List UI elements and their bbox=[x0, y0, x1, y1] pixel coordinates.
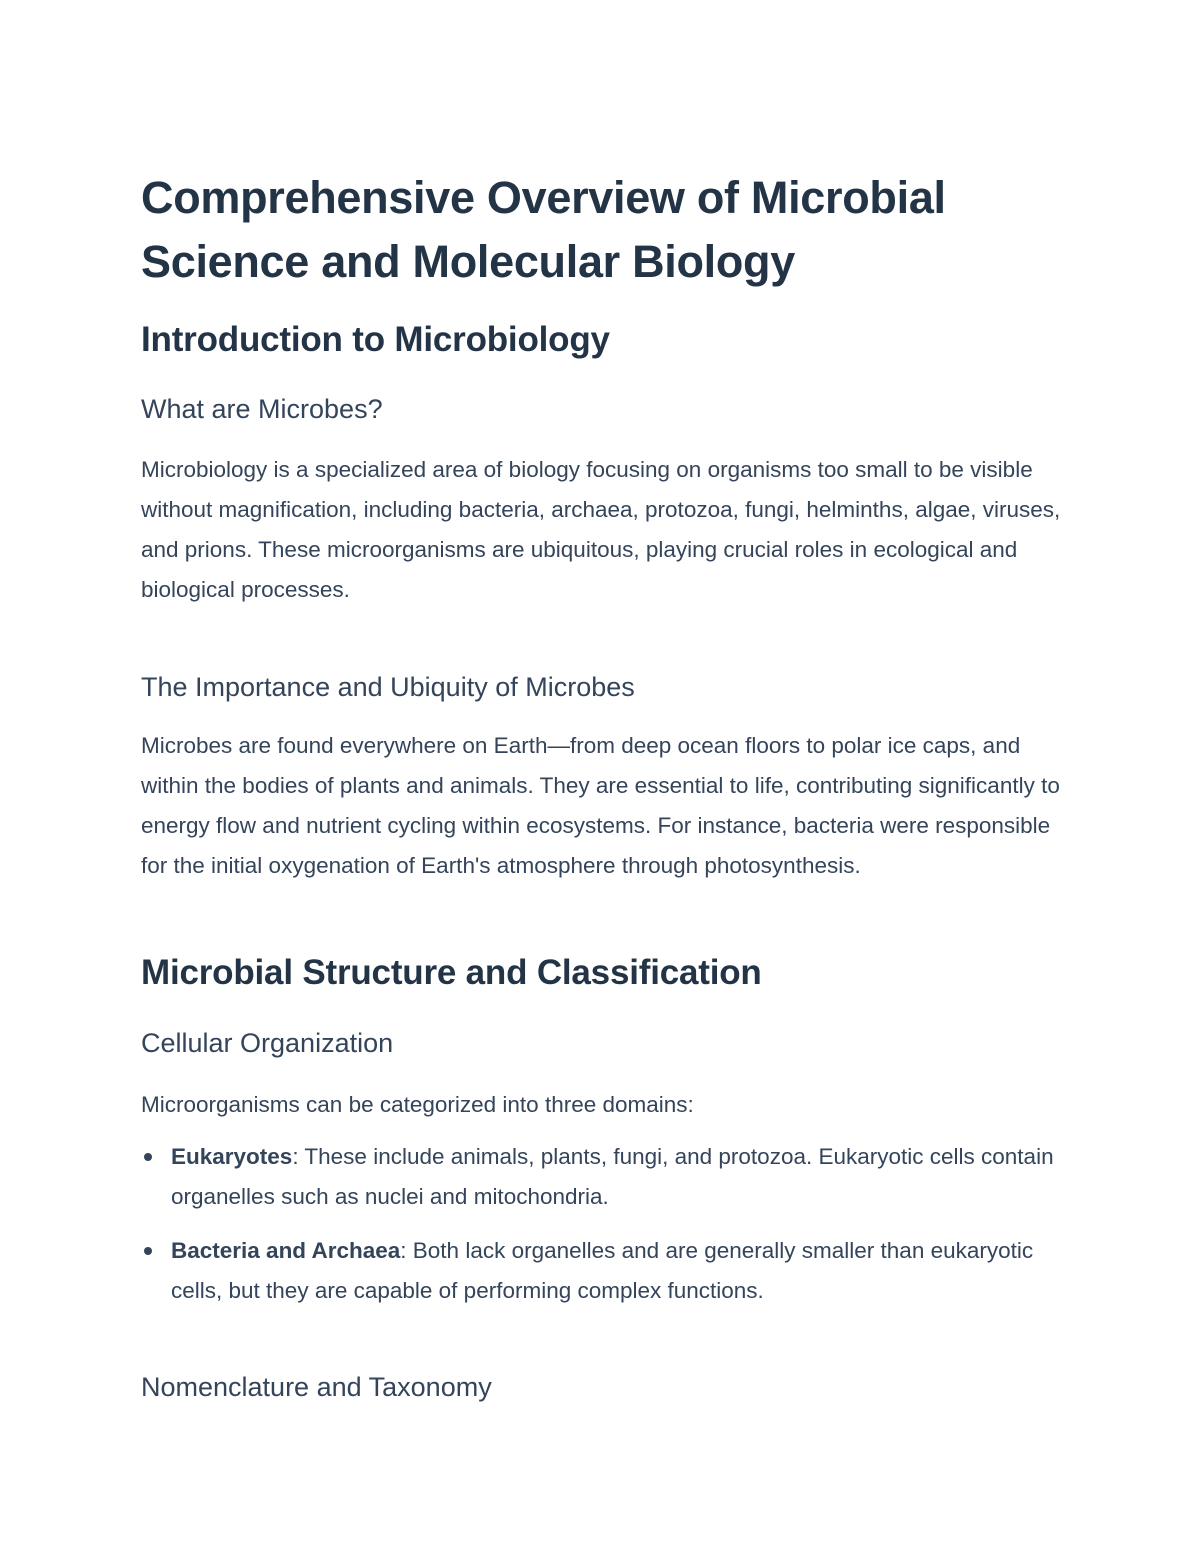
paragraph-what-are-microbes: Microbiology is a specialized area of biology focusing on organisms too small to be visible without magnification, including bacteria, archaea, protozoa, fungi, helminths, algae, viruses, and prions. These microorganisms are ubiquitous, playing crucial roles in ecological and biological processes. bbox=[141, 457, 1061, 602]
paragraph-cellular-organization: Microorganisms can be categorized into three domains: bbox=[141, 1092, 694, 1117]
section-heading-structure-classification: Microbial Structure and Classification bbox=[141, 953, 762, 992]
domains-list bbox=[141, 1137, 1071, 1325]
bullet-icon bbox=[144, 1247, 152, 1255]
list-item-term: Eukaryotes bbox=[171, 1144, 293, 1169]
document-title: Comprehensive Overview of Microbial Science and Molecular Biology bbox=[141, 172, 946, 287]
subsection-heading-importance: The Importance and Ubiquity of Microbes bbox=[141, 672, 635, 702]
list-item bbox=[141, 1137, 1071, 1217]
subsection-heading-cellular-organization: Cellular Organization bbox=[141, 1028, 394, 1058]
subsection-heading-what-are-microbes: What are Microbes? bbox=[141, 394, 383, 424]
list-item bbox=[141, 1231, 1071, 1311]
bullet-icon bbox=[144, 1153, 152, 1161]
subsection-heading-nomenclature: Nomenclature and Taxonomy bbox=[141, 1372, 492, 1402]
section-heading-introduction: Introduction to Microbiology bbox=[141, 320, 610, 359]
list-item-text: : Both lack organelles and are generally smaller than eukaryotic cells, but they are capable of performing complex functions. bbox=[171, 1238, 1034, 1303]
list-item-text: : These include animals, plants, fungi, and protozoa. Eukaryotic cells contain organelles such as nuclei and mitochondria. bbox=[171, 1144, 1054, 1209]
list-item-term: Bacteria and Archaea bbox=[171, 1238, 401, 1263]
paragraph-importance: Microbes are found everywhere on Earth—from deep ocean floors to polar ice caps, and within the bodies of plants and animals. They are essential to life, contributing significantly to energy flow and nutrient cycling within ecosystems. For instance, bacteria were responsible for the initial oxygenation of Earth's atmosphere through photosynthesis. bbox=[141, 733, 1060, 878]
